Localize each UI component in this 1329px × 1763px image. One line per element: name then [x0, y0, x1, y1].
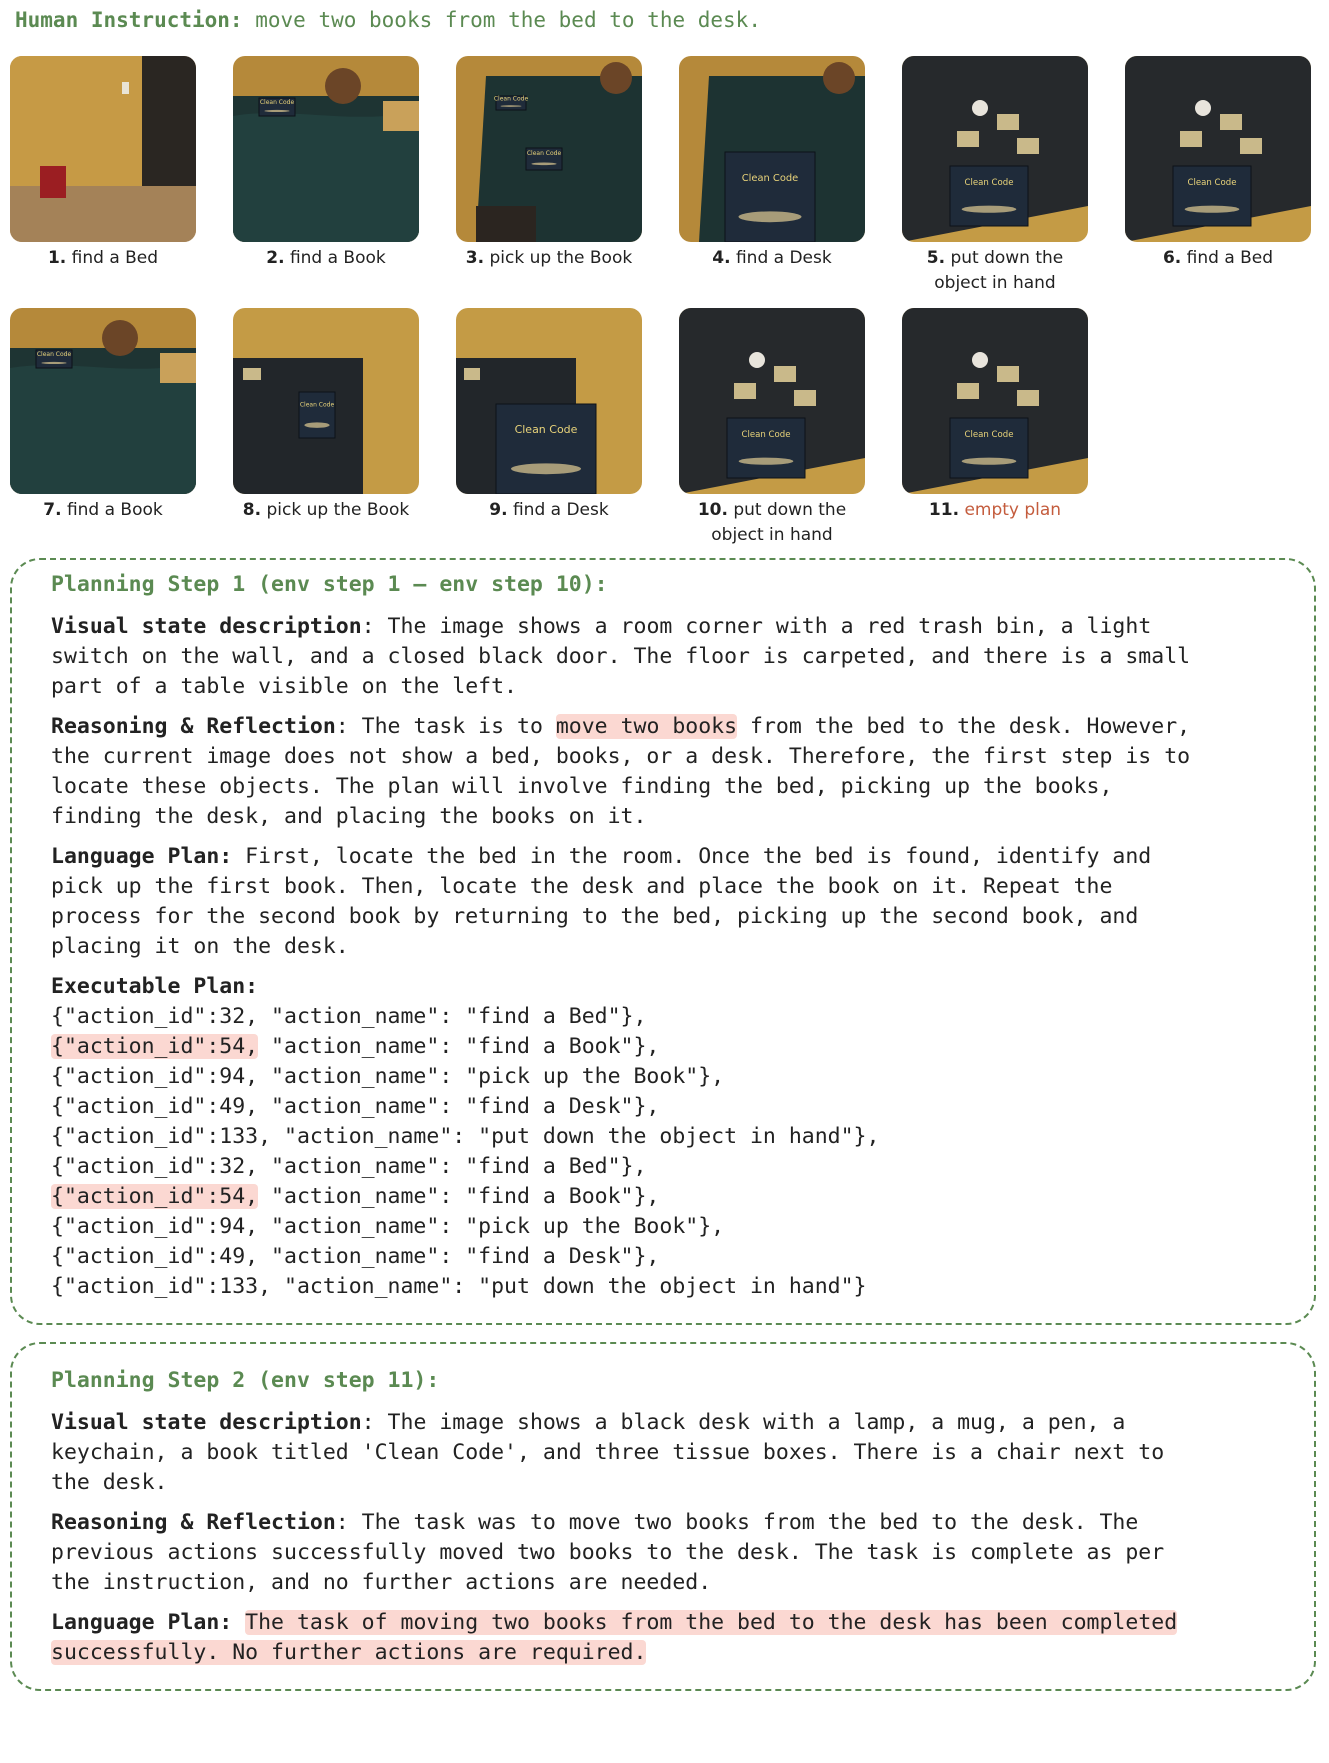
- visual-label: Visual state description: [51, 614, 362, 639]
- scene-bed-book-held: [679, 56, 865, 242]
- planning-step-2-box: [10, 1342, 1316, 1691]
- planning-step-1-title: Planning Step 1 (env step 1 – env step 10):: [51, 572, 608, 597]
- plan-line: {"action_id":49, "action_name": "find a Desk"},: [51, 1094, 660, 1119]
- reasoning-label: Reasoning & Reflection: [51, 1510, 336, 1535]
- frame-caption-3: 3. pick up the Book: [465, 248, 633, 268]
- plan-line: {"action_id":32, "action_name": "find a Bed"},: [51, 1154, 647, 1179]
- highlight-plan-line-2: successfully. No further actions are required.: [51, 1640, 647, 1665]
- step1-reasoning: Reasoning & Reflection: The task is to move two books from the bed to the desk. However, the current image does not show a bed, books, or a desk. Therefore, the first step is to locate these objects. The plan will involve finding the bed, picking up the books, finding the desk, and placing the books on it.: [51, 714, 1191, 829]
- frame-image-3: [456, 56, 642, 242]
- frame-caption-5: 5. put down the object in hand: [926, 248, 1064, 293]
- scene-desk: [902, 308, 1088, 494]
- svg-text:Clean Code: Clean Code: [741, 430, 791, 441]
- svg-text:Clean Code: Clean Code: [493, 95, 529, 103]
- instruction-label: Human Instruction:: [15, 8, 243, 32]
- instruction-text: move two books from the bed to the desk.: [255, 8, 761, 32]
- human-instruction: [15, 8, 761, 32]
- step1-language-plan: Language Plan: First, locate the bed in the room. Once the bed is found, identify and pick up the first book. Then, locate the desk and place the book on it. Repeat the process for the second book by returning to the bed, picking up the second book, and placing it on the desk.: [51, 844, 1152, 959]
- visual-label: Visual state description: [51, 1410, 362, 1435]
- plan-line: {"action_id":94, "action_name": "pick up the Book"},: [51, 1214, 725, 1239]
- plan-line: {"action_id":133, "action_name": "put down the object in hand"}: [51, 1274, 867, 1299]
- frame-caption-9: 9. find a Desk: [489, 500, 609, 520]
- highlight-move-two-books: move two books: [555, 714, 738, 739]
- scene-room-corner: [10, 56, 196, 242]
- plan-line: {"action_id":54, "action_name": "find a Book"},: [51, 1184, 660, 1209]
- plan-line: {"action_id":94, "action_name": "pick up the Book"},: [51, 1064, 725, 1089]
- highlight-action-id: {"action_id":54,: [51, 1184, 259, 1209]
- frame-image-10: [679, 308, 865, 494]
- frame-image-11: [902, 308, 1088, 494]
- reasoning-label: Reasoning & Reflection: [51, 714, 336, 739]
- step2-language-plan: [51, 1608, 1177, 1668]
- scene-desk: [902, 56, 1088, 242]
- language-plan-label: Language Plan:: [51, 844, 233, 869]
- language-plan-label: Language Plan:: [51, 1610, 233, 1635]
- plan-line: {"action_id":133, "action_name": "put down the object in hand"},: [51, 1124, 880, 1149]
- svg-text:Clean Code: Clean Code: [299, 401, 335, 409]
- highlight-plan-line-1: The task of moving two books from the bed to the desk has been completed: [245, 1610, 1178, 1635]
- frame-image-7: [10, 308, 196, 494]
- frame-caption-7: 7. find a Book: [43, 500, 163, 520]
- highlight-action-id: {"action_id":54,: [51, 1034, 259, 1059]
- svg-text:Clean Code: Clean Code: [514, 422, 578, 436]
- planning-step-1-box: [10, 558, 1316, 1325]
- plan-line: {"action_id":54, "action_name": "find a Book"},: [51, 1034, 660, 1059]
- frame-caption-4: 4. find a Desk: [712, 248, 832, 268]
- scene-desk: [679, 308, 865, 494]
- frame-caption-1: 1. find a Bed: [47, 248, 159, 268]
- scene-bed: [233, 56, 419, 242]
- scene-bed: [10, 308, 196, 494]
- frame-image-5: [902, 56, 1088, 242]
- svg-text:Clean Code: Clean Code: [526, 150, 562, 158]
- scene-desk-far: [233, 308, 419, 494]
- frame-caption-6: 6. find a Bed: [1162, 248, 1274, 268]
- frame-image-8: [233, 308, 419, 494]
- plan-line: {"action_id":49, "action_name": "find a Desk"},: [51, 1244, 660, 1269]
- plan-line: {"action_id":32, "action_name": "find a Bed"},: [51, 1004, 647, 1029]
- frame-image-4: [679, 56, 865, 242]
- frame-image-1: [10, 56, 196, 242]
- svg-text:Clean Code: Clean Code: [964, 430, 1014, 441]
- svg-text:Clean Code: Clean Code: [259, 98, 295, 106]
- step2-reasoning: Reasoning & Reflection: The task was to move two books from the bed to the desk. The previous actions successfully moved two books to the desk. The task is complete as per the instruction, and no further actions are needed.: [51, 1510, 1165, 1595]
- frame-caption-2: 2. find a Book: [266, 248, 386, 268]
- svg-text:Clean Code: Clean Code: [1187, 178, 1237, 189]
- frame-caption-10: 10. put down the object in hand: [697, 500, 847, 545]
- svg-text:Clean Code: Clean Code: [741, 172, 799, 184]
- frame-image-9: [456, 308, 642, 494]
- frame-caption-8: 8. pick up the Book: [242, 500, 410, 520]
- step2-visual-description: Visual state description: The image shows a black desk with a lamp, a mug, a pen, a keychain, a book titled 'Clean Code', and three tissue boxes. There is a chair next to the desk.: [51, 1410, 1165, 1495]
- planning-step-2-title: Planning Step 2 (env step 11):: [51, 1368, 440, 1393]
- frame-image-6: [1125, 56, 1311, 242]
- executable-plan-label: Executable Plan:: [51, 974, 259, 999]
- scene-desk-book-held: [456, 308, 642, 494]
- executable-plan: [51, 1002, 879, 1302]
- scene-desk: [1125, 56, 1311, 242]
- svg-text:Clean Code: Clean Code: [964, 178, 1014, 189]
- frame-caption-11: 11. empty plan: [928, 500, 1062, 520]
- svg-text:Clean Code: Clean Code: [36, 350, 72, 358]
- step1-visual-description: Visual state description: The image shows a room corner with a red trash bin, a light switch on the wall, and a closed black door. The floor is carpeted, and there is a small part of a table visible on the left.: [51, 614, 1191, 699]
- scene-bed-side: [456, 56, 642, 242]
- frame-image-2: [233, 56, 419, 242]
